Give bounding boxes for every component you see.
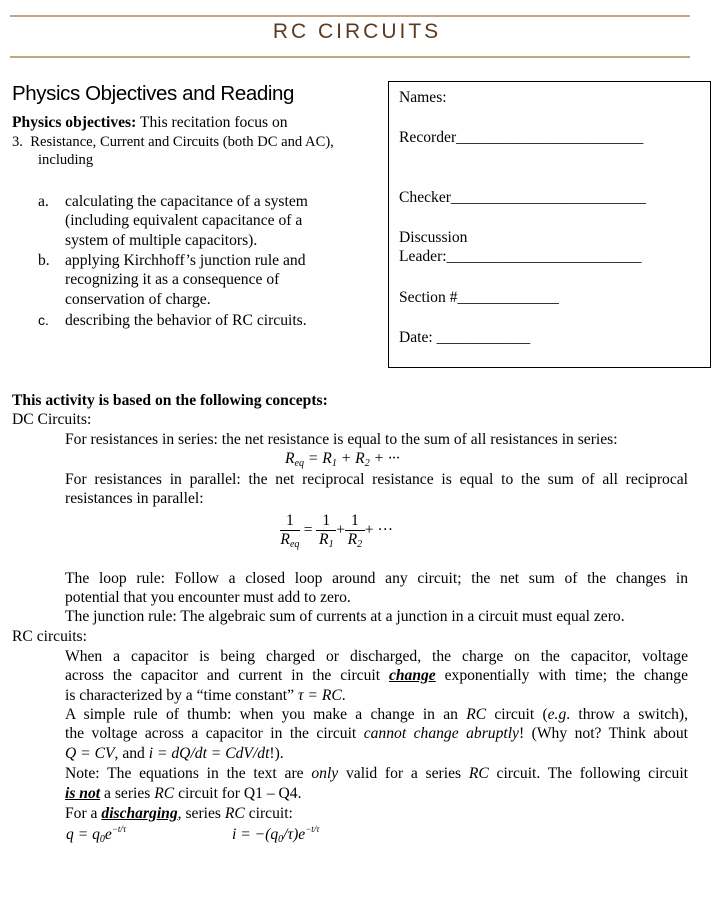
eq-part: + ··· <box>364 521 394 539</box>
item-number: 3. <box>12 134 23 150</box>
eq-part: R <box>285 450 295 467</box>
t: is not <box>65 785 101 802</box>
loop-rule: potential that you encounter must add to zero. <box>65 589 351 606</box>
rc-label: RC circuits: <box>12 628 87 645</box>
t: valid for a series <box>338 765 469 782</box>
junction-rule: The junction rule: The algebraic sum of currents at a junction in a circuit must equal zero. <box>65 608 625 625</box>
t: RC <box>224 805 245 822</box>
parallel-text: resistances in parallel: <box>65 490 204 507</box>
t: circuit ( <box>486 706 548 723</box>
eq-part: 0 <box>278 834 284 845</box>
fraction <box>345 512 365 550</box>
top-rule <box>10 15 690 17</box>
objectives-intro-text: This recitation focus on <box>136 114 288 131</box>
t: discharging <box>101 805 178 822</box>
t: only <box>311 765 339 782</box>
sub-b-line: conservation of charge. <box>65 291 211 308</box>
denominator <box>316 531 336 550</box>
t: RC <box>468 765 489 782</box>
eq-part: R <box>280 531 290 548</box>
series-equation <box>285 450 400 469</box>
t: circuit for Q1 – Q4. <box>174 785 302 802</box>
t: !). <box>269 745 284 762</box>
eq-part: R <box>319 531 329 548</box>
eq-part: 1 <box>331 458 337 469</box>
discussion-label: Discussion <box>399 229 468 246</box>
numerator: 1 <box>345 512 365 531</box>
eq-part: + ··· <box>369 450 400 467</box>
eq-part: −t/τ <box>305 824 320 834</box>
sub-c-line: describing the behavior of RC circuits. <box>65 312 307 329</box>
checker-field[interactable]: Checker_________________________ <box>399 189 646 206</box>
sub-a-line: (including equivalent capacitance of a <box>65 212 303 229</box>
eq-part: + R <box>336 450 365 467</box>
objectives-intro <box>12 113 288 132</box>
t: RC <box>154 785 175 802</box>
leader-field[interactable]: Leader:_________________________ <box>399 248 642 265</box>
t: e.g <box>547 706 567 723</box>
t: . <box>341 687 346 704</box>
t: , series <box>177 805 225 822</box>
eq-part: 2 <box>364 458 370 469</box>
eq-part: q = q <box>66 826 100 843</box>
document-title: RC CIRCUITS <box>272 20 442 43</box>
title-rule <box>10 56 690 58</box>
t: is characterized by a “time constant” <box>65 687 298 704</box>
t: Q = CV <box>65 745 115 762</box>
objective-item <box>12 133 334 152</box>
names-field[interactable]: Names: <box>399 89 447 106</box>
rule-of-thumb <box>65 724 688 743</box>
note <box>65 784 302 803</box>
t: . throw a switch), <box>566 706 688 723</box>
t: ! (Why not? Think about <box>518 725 688 742</box>
eq-part: + <box>336 521 345 539</box>
eq-part: −t/τ <box>111 824 127 834</box>
marker-b: b. <box>38 252 50 269</box>
sub-b-line: recognizing it as a consequence of <box>65 271 280 288</box>
t: exponentially with time; the change <box>435 667 689 684</box>
sub-a-line: calculating the capacitance of a system <box>65 193 308 210</box>
sub-b-line: applying Kirchhoff’s junction rule and <box>65 252 306 269</box>
t: circuit: <box>244 805 293 822</box>
eq-part: 0 <box>99 834 105 845</box>
t: RC <box>466 706 487 723</box>
eq-part: = R <box>307 450 332 467</box>
t: circuit. The following circuit <box>488 765 688 782</box>
objectives-label: Physics objectives: <box>12 114 137 131</box>
eq-part: /τ)e <box>283 826 306 843</box>
eq-part: eq <box>294 458 304 469</box>
concepts-heading: This activity is based on the following concepts: <box>12 392 328 409</box>
t: a series <box>100 785 155 802</box>
rule-of-thumb <box>65 705 688 724</box>
t: cannot change abruptly <box>363 725 519 742</box>
t: , and <box>114 745 149 762</box>
sub-a-line: system of multiple capacitors). <box>65 232 258 249</box>
section-field[interactable]: Section #_____________ <box>399 289 559 306</box>
eq-part: eq <box>289 539 300 550</box>
discharging-text <box>65 804 293 823</box>
marker-c: c. <box>38 312 49 328</box>
note <box>65 764 688 783</box>
numerator: 1 <box>316 512 336 531</box>
item-text: Resistance, Current and Circuits (both DC and AC), <box>30 134 334 150</box>
rc-text <box>65 686 346 705</box>
t: τ = RC <box>297 687 342 704</box>
eq-part: i = −(q <box>232 826 279 843</box>
t: A simple rule of thumb: when you make a change in an <box>65 706 467 723</box>
eq-part: e <box>104 826 112 843</box>
t: across the capacitor and current in the circuit <box>65 667 389 684</box>
t: change <box>388 667 436 684</box>
t: Note: The equations in the text are <box>65 765 312 782</box>
denominator <box>345 531 365 550</box>
t: the voltage across a capacitor in the circuit <box>65 725 364 742</box>
eq-part: = <box>303 521 313 539</box>
t: i = dQ/dt = CdV/dt <box>148 745 270 762</box>
series-text: For resistances in series: the net resistance is equal to the sum of all resistances in series: <box>65 431 618 448</box>
recorder-field[interactable]: Recorder________________________ <box>399 129 644 146</box>
denominator <box>280 531 300 550</box>
marker-a: a. <box>38 193 49 210</box>
fraction <box>280 512 300 550</box>
rc-text: When a capacitor is being charged or discharged, the charge on the capacitor, voltage <box>65 648 688 665</box>
loop-rule: The loop rule: Follow a closed loop around any circuit; the net sum of the changes in <box>65 570 688 587</box>
t: For a <box>65 805 102 822</box>
numerator: 1 <box>280 512 300 531</box>
current-equation <box>232 824 320 845</box>
rule-of-thumb <box>65 744 284 763</box>
parallel-text: For resistances in parallel: the net reciprocal resistance is equal to the sum of all reciprocal <box>65 471 688 488</box>
objective-item-cont: including <box>38 152 94 168</box>
eq-part: 2 <box>357 539 363 550</box>
rc-text <box>65 666 688 685</box>
eq-part: 1 <box>328 539 334 550</box>
parallel-equation <box>280 512 393 550</box>
names-box <box>388 81 711 368</box>
dc-label: DC Circuits: <box>12 411 92 428</box>
date-field[interactable]: Date: ____________ <box>399 329 531 346</box>
section-heading: Physics Objectives and Reading <box>12 82 294 105</box>
fraction <box>316 512 336 550</box>
charge-equation <box>66 824 126 845</box>
eq-part: R <box>347 531 358 548</box>
